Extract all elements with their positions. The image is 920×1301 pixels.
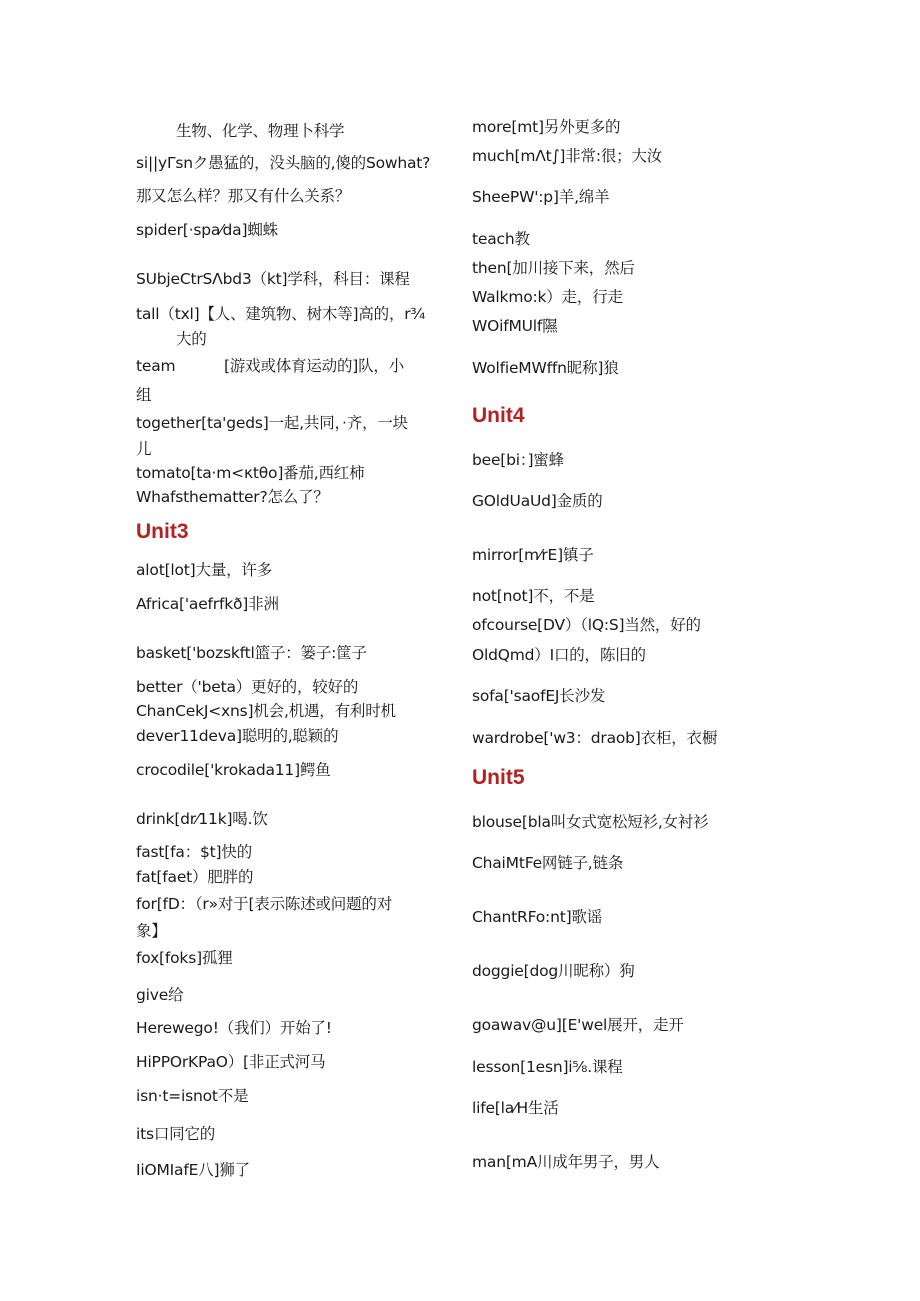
text-line: 生物、化学、物理卜科学 [176,122,345,140]
text-line: 大的 [176,330,207,348]
text-line: 那又怎么样？那又有什么关系？ [136,187,351,205]
text-line: OldQmd）I口的，陈旧的 [472,646,646,664]
text-line: [游戏或体育运动的]队，小 [224,357,404,375]
text-line: IiOMIafE八]狮了 [136,1161,250,1179]
text-line: for[fD：（r»对于[表示陈述或问题的对 [136,895,393,913]
unit-heading: Unit4 [472,404,525,427]
text-line: lesson[1esn]i⅝.课程 [472,1058,623,1076]
text-line: sofa['saofEJ长沙发 [472,687,606,705]
text-line: tall（txl]【人、建筑物、树木等]高的，r¾ [136,305,426,323]
text-line: bee[bi：]蜜蜂 [472,451,564,469]
text-line: then[加川接下来，然后 [472,259,635,277]
text-line: better（'beta）更好的，较好的 [136,678,359,696]
text-line: Walkmo:k）走，行走 [472,288,623,306]
text-line: ChaiMtFe网链子,链条 [472,854,624,872]
text-line: its口同它的 [136,1125,216,1143]
text-line: si||yΓsnク愚猛的，没头脑的,傻的Sowhat? [136,154,431,172]
text-line: spider[·spa⁄da]蜘蛛 [136,221,278,239]
text-line: fox[foks]孤狸 [136,949,233,967]
text-line: man[mA川成年男子，男人 [472,1153,660,1171]
text-line: Africa['aefrfkð]非洲 [136,595,279,613]
text-line: together[ta'geds]一起,共同，·齐，一块 [136,414,408,432]
text-line: life[la⁄H生活 [472,1099,559,1117]
text-line: isn·t=isnot不是 [136,1087,249,1105]
text-line: dever11deva]聪明的,聪颖的 [136,727,339,745]
text-line: fast[fa：$t]快的 [136,843,252,861]
text-line: fat[faet）肥胖的 [136,868,254,886]
text-line: ChantRFo:nt]歌谣 [472,908,603,926]
text-line: teach教 [472,230,530,248]
text-line: mirror[m⁄rE]镇子 [472,546,594,564]
text-line: WolfieMWffn昵称]狼 [472,359,619,377]
text-line: HiPPOrKPaO）[非正式河马 [136,1053,326,1071]
text-line: wardrobe['w3：draob]衣柜，衣橱 [472,729,718,747]
text-line: ChanCekJ<xns]机会,机遇，有利时机 [136,702,396,720]
text-line: GOldUaUd]金质的 [472,492,603,510]
text-line: alot[lot]大量，许多 [136,561,273,579]
text-line: ofcourse[DV）（lQ:S]当然，好的 [472,616,701,634]
text-line: much[mΛt∫]非常:很；大汝 [472,147,663,165]
text-line: SheePW':p]羊,绵羊 [472,188,610,206]
text-line: WOifMUlf隰 [472,317,558,335]
text-line: SUbjeCtrSΛbd3（kt]学科，科目：课程 [136,270,410,288]
text-line: drink[dr⁄11k]喝.饮 [136,810,268,828]
text-line: 组 [136,386,152,404]
text-line: Herewego!（我们）开始了! [136,1019,332,1037]
text-line: goawav@u][E'wel展开，走开 [472,1016,684,1034]
unit-heading: Unit3 [136,520,189,543]
unit-heading: Unit5 [472,766,525,789]
text-line: team [136,357,176,375]
text-line: tomato[ta·m<κtθo]番茄,西红柿 [136,464,365,482]
text-line: doggie[dog川昵称）狗 [472,962,635,980]
text-line: 象】 [136,922,167,940]
text-line: Whafsthematter?怎么了？ [136,488,329,506]
text-line: more[mt]另外更多的 [472,118,621,136]
text-line: basket['bozskftl篮子：篓子:筐子 [136,644,367,662]
text-line: crocodile['krokada11]鳄鱼 [136,761,331,779]
text-line: 儿 [136,440,152,458]
text-line: blouse[bla叫女式宽松短衫,女衬衫 [472,813,709,831]
text-line: not[not]不，不是 [472,587,595,605]
text-line: give给 [136,986,184,1004]
